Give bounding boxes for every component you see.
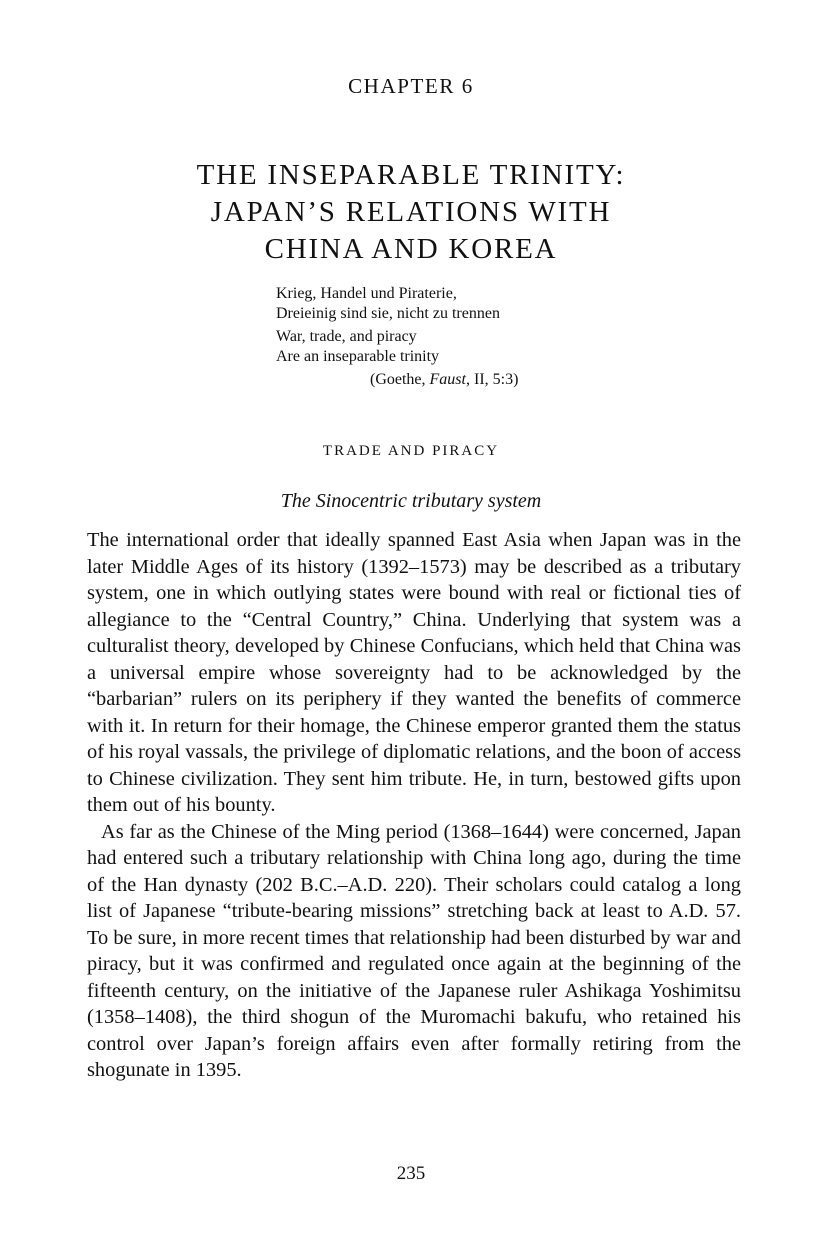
chapter-label: CHAPTER 6 <box>348 74 474 98</box>
citation-suffix: , II, 5:3) <box>465 371 519 388</box>
title-line: JAPAN’S RELATIONS WITH <box>210 196 612 228</box>
section-heading: TRADE AND PIRACY <box>322 443 500 459</box>
epigraph <box>276 284 636 390</box>
epigraph-line: Dreieinig sind sie, nicht zu trennen <box>276 305 500 322</box>
epigraph-english <box>276 327 636 367</box>
body-text <box>87 527 741 1084</box>
epigraph-german <box>276 284 636 324</box>
paragraph: The international order that ideally spanned East Asia when Japan was in the later Middle Ages of its history (1392–1573) may be described as a tributary system, one in which outlying states were bound with real or fictional ties of allegiance to the “Central Country,” China. Underlying that system was a culturalist theory, developed by Chinese Confucians, which held that China was a universal empire whose sovereignty had to be acknowledged by the “barbarian” rulers on its periphery if they wanted the benefits of commerce with it. In return for their homage, the Chinese emperor granted them the status of his royal vassals, the privilege of diplomatic relations, and the boon of access to Chinese civilization. They sent him tribute. He, in turn, bestowed gifts upon them out of his bounty. <box>87 529 741 816</box>
citation-work: Faust <box>429 371 466 388</box>
epigraph-line: War, trade, and piracy <box>276 328 417 345</box>
chapter-title <box>0 157 822 268</box>
page-number: 235 <box>396 1163 426 1184</box>
title-line: THE INSEPARABLE TRINITY: <box>196 159 626 191</box>
paragraph: As far as the Chinese of the Ming period (1368–1644) were concerned, Japan had entered such a tributary relationship with China long ago, during the time of the Han dynasty (202 B.C.–A.D. 220). Their scholars could catalog a long list of Japanese “tribute-bearing missions” stretching back at least to A.D. 57. To be sure, in more recent times that relationship had been disturbed by war and piracy, but it was confirmed and regulated once again at the beginning of the fifteenth century, on the initiative of the Japanese ruler Ashikaga Yoshimitsu (1358–1408), the third shogun of the Muromachi bakufu, who retained his control over Japan’s foreign affairs even after formally retiring from the shogunate in 1395. <box>87 820 741 1081</box>
title-line: CHINA AND KOREA <box>264 233 558 265</box>
epigraph-line: Krieg, Handel und Piraterie, <box>276 285 457 302</box>
subsection-heading: The Sinocentric tributary system <box>280 490 542 512</box>
citation-prefix: (Goethe, <box>370 371 430 388</box>
epigraph-citation <box>276 370 636 390</box>
epigraph-line: Are an inseparable trinity <box>276 348 440 365</box>
